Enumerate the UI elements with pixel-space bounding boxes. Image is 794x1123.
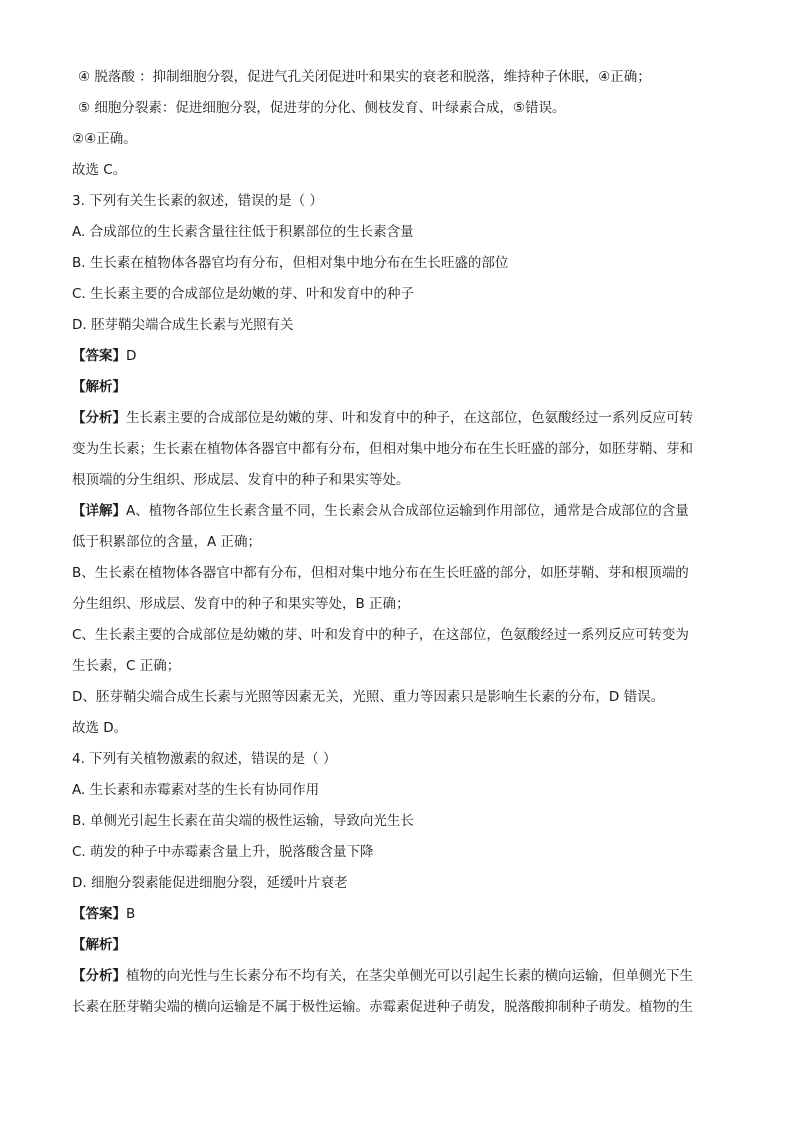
analysis-heading: 【解析】 [72,937,126,953]
option-d: D. 细胞分裂素能促进细胞分裂，延缓叶片衰老 [72,875,348,891]
text-line: B、生长素在植物体各器官中都有分布，但相对集中地分布在生长旺盛的部分，如胚芽鞘、芽和根顶端的 [72,565,689,581]
text-line: D、胚芽鞘尖端合成生长素与光照等因素无关，光照、重力等因素只是影响生长素的分布，D 错误。 [72,689,665,705]
text-line: ②④正确。 [72,131,137,147]
answer-line: 【答案】D [72,348,137,364]
text-line: ⑤ 细胞分裂素：促进细胞分裂，促进芽的分化、侧枝发育、叶绿素合成，⑤错误。 [78,100,566,116]
detail-line: 【详解】A、植物各部位生长素含量不同，生长素会从合成部位运输到作用部位，通常是合成部位的含量 [72,503,689,519]
option-c: C. 萌发的种子中赤霉素含量上升，脱落酸含量下降 [72,844,374,860]
analysis-line: 【分析】生长素主要的合成部位是幼嫩的芽、叶和发育中的种子，在这部位，色氨酸经过一系列反应可转 [72,410,693,426]
document-page [72,62,722,1023]
option-b: B. 生长素在植物体各器官均有分布，但相对集中地分布在生长旺盛的部位 [72,255,509,271]
answer-line: 【答案】B [72,906,136,922]
text-line: 故选 D。 [72,720,128,736]
text-line: C、生长素主要的合成部位是幼嫩的芽、叶和发育中的种子，在这部位，色氨酸经过一系列反应可转变为 [72,627,689,643]
analysis-line: 【分析】植物的向光性与生长素分布不均有关，在茎尖单侧光可以引起生长素的横向运输，但单侧光下生 [72,968,693,984]
text-line: 分生组织、形成层、发育中的种子和果实等处，B 正确； [72,596,410,612]
text-line: 根顶端的分生组织、形成层、发育中的种子和果实等处。 [72,472,410,488]
text-line: 低于积累部位的含量，A 正确； [72,534,262,550]
option-b: B. 单侧光引起生长素在苗尖端的极性运输，导致向光生长 [72,813,414,829]
option-a: A. 生长素和赤霉素对茎的生长有协同作用 [72,782,320,798]
option-a: A. 合成部位的生长素含量往往低于积累部位的生长素含量 [72,224,414,240]
text-line: 长素在胚芽鞘尖端的横向运输是不属于极性运输。赤霉素促进种子萌发，脱落酸抑制种子萌发。植物的生 [72,999,693,1015]
question-stem: 3. 下列有关生长素的叙述，错误的是（ ） [72,193,323,209]
analysis-heading: 【解析】 [72,379,126,395]
text-line: 生长素，C 正确； [72,658,181,674]
option-d: D. 胚芽鞘尖端合成生长素与光照有关 [72,317,294,333]
question-stem: 4. 下列有关植物激素的叙述，错误的是（ ） [72,751,337,767]
text-line: 故选 C。 [72,162,127,178]
option-c: C. 生长素主要的合成部位是幼嫩的芽、叶和发育中的种子 [72,286,415,302]
text-line: ④ 脱落酸 ：抑制细胞分裂，促进气孔关闭促进叶和果实的衰老和脱落，维持种子休眠，④正确； [78,69,651,85]
text-line: 变为生长素；生长素在植物体各器官中都有分布，但相对集中地分布在生长旺盛的部分，如胚芽鞘、芽和 [72,441,693,457]
